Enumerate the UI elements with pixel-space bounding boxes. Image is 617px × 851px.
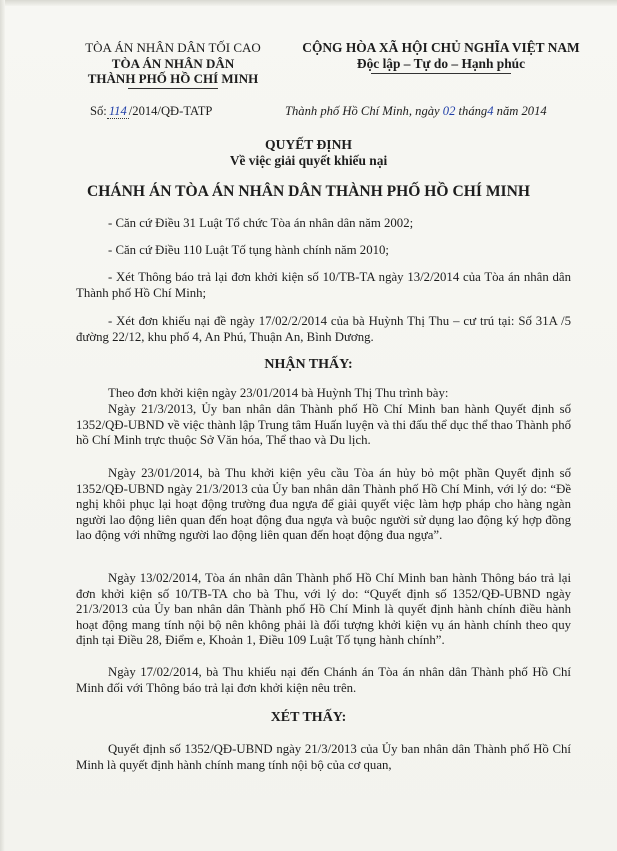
authority-underline bbox=[128, 88, 218, 89]
considering-heading: XÉT THẤY: bbox=[270, 710, 347, 725]
handwritten-number: 114 bbox=[108, 104, 127, 118]
issuing-authority-block bbox=[58, 40, 288, 89]
number-prefix: Số: bbox=[90, 104, 107, 118]
place-text: Thành phố Hồ Chí Minh, ngày bbox=[285, 104, 440, 118]
document-subject: Về việc giải quyết khiếu nại bbox=[229, 153, 388, 168]
motto: Độc lập – Tự do – Hạnh phúc bbox=[356, 56, 526, 71]
document-type-title: QUYẾT ĐỊNH bbox=[265, 137, 352, 152]
findings-paragraph-5: Ngày 17/02/2014, bà Thu khiếu nại đến Chánh án Tòa án nhân dân Thành phố Hồ Chí Minh đối với Thông báo trả lại đơn khởi kiện nêu trên. bbox=[76, 665, 571, 695]
authority-line-1: TÒA ÁN NHÂN DÂN TỐI CAO bbox=[85, 40, 261, 55]
issuing-official: CHÁNH ÁN TÒA ÁN NHÂN DÂN THÀNH PHỐ HỒ CHÍ MINH bbox=[87, 183, 530, 200]
place-and-date bbox=[285, 104, 615, 119]
handwritten-day: 02 bbox=[442, 104, 456, 118]
findings-heading: NHẬN THẤY: bbox=[264, 357, 353, 372]
findings-paragraph-3: Ngày 23/01/2014, bà Thu khởi kiện yêu cầu Tòa án hủy bỏ một phần Quyết định số 1352/QĐ-UBND ngày 21/3/2013 của Ủy ban nhân dân Thành phố Hồ Chí Minh, với lý do: “Đề nghị khôi phục lại hoạt động trường đua ngựa để giải quyết việc làm hợp pháp cho hàng ngàn người lao động liên quan đến hoạt động đua ngựa và buộc người sử dụng lao động ký hợp đồng lao động với những người lao động liên quan đến hoạt động đua ngựa”. bbox=[76, 466, 571, 542]
legal-basis-3: - Xét Thông báo trả lại đơn khởi kiện số 10/TB-TA ngày 13/2/2014 của Tòa án nhân dân Thành phố Hồ Chí Minh; bbox=[76, 270, 571, 300]
findings-paragraph-4: Ngày 13/02/2014, Tòa án nhân dân Thành phố Hồ Chí Minh ban hành Thông báo trả lại đơn khởi kiện số 10/TB-TA cho bà Thu, với lý do: “Quyết định số 1352/QĐ-UBND ngày 21/3/2013 của Ủy ban nhân dân Thành phố Hồ Chí Minh là quyết định hành chính điều hành hoạt động mang tính nội bộ nên không phải là đối tượng khởi kiện vụ án hành chính theo quy định tại Điều 28, Điểm e, Khoản 1, Điều 109 Luật Tố tụng hành chính”. bbox=[76, 571, 571, 647]
country-name: CỘNG HÒA XÃ HỘI CHỦ NGHĨA VIỆT NAM bbox=[302, 40, 580, 55]
motto-underline bbox=[371, 73, 511, 74]
findings-paragraph-1: Theo đơn khởi kiện ngày 23/01/2014 bà Huỳnh Thị Thu trình bày: bbox=[108, 386, 449, 400]
decision-number bbox=[90, 104, 212, 119]
number-suffix: /2014/QĐ-TATP bbox=[128, 104, 213, 118]
handwritten-month: 4 bbox=[487, 104, 494, 118]
month-label: tháng bbox=[458, 104, 488, 118]
scan-edge-top bbox=[0, 0, 617, 6]
considering-paragraph-1: Quyết định số 1352/QĐ-UBND ngày 21/3/2013 của Ủy ban nhân dân Thành phố Hồ Chí Minh là quyết định hành chính mang tính nội bộ của cơ quan, bbox=[76, 742, 571, 772]
authority-line-3: THÀNH PHỐ HỒ CHÍ MINH bbox=[87, 71, 259, 86]
legal-basis-2: - Căn cứ Điều 110 Luật Tố tụng hành chính năm 2010; bbox=[108, 243, 389, 257]
findings-paragraph-2: Ngày 21/3/2013, Ủy ban nhân dân Thành phố Hồ Chí Minh ban hành Quyết định số 1352/QĐ-UBND về việc thành lập Trung tâm Huấn luyện và thi đấu thể dục thể thao Thành phố hồ Chí Minh trực thuộc Sở Văn hóa, Thể thao và Du lịch. bbox=[76, 402, 571, 447]
authority-line-2: TÒA ÁN NHÂN DÂN bbox=[111, 55, 235, 71]
national-motto-block bbox=[282, 40, 600, 74]
legal-basis-4: - Xét đơn khiếu nại đề ngày 17/02/2/2014 của bà Huỳnh Thị Thu – cư trú tại: Số 31A /5 đường 22/12, khu phố 4, An Phú, Thuận An, Bình Dương. bbox=[76, 314, 571, 344]
legal-basis-1: - Căn cứ Điều 31 Luật Tổ chức Tòa án nhân dân năm 2002; bbox=[108, 216, 414, 230]
year-text: năm 2014 bbox=[496, 104, 547, 118]
